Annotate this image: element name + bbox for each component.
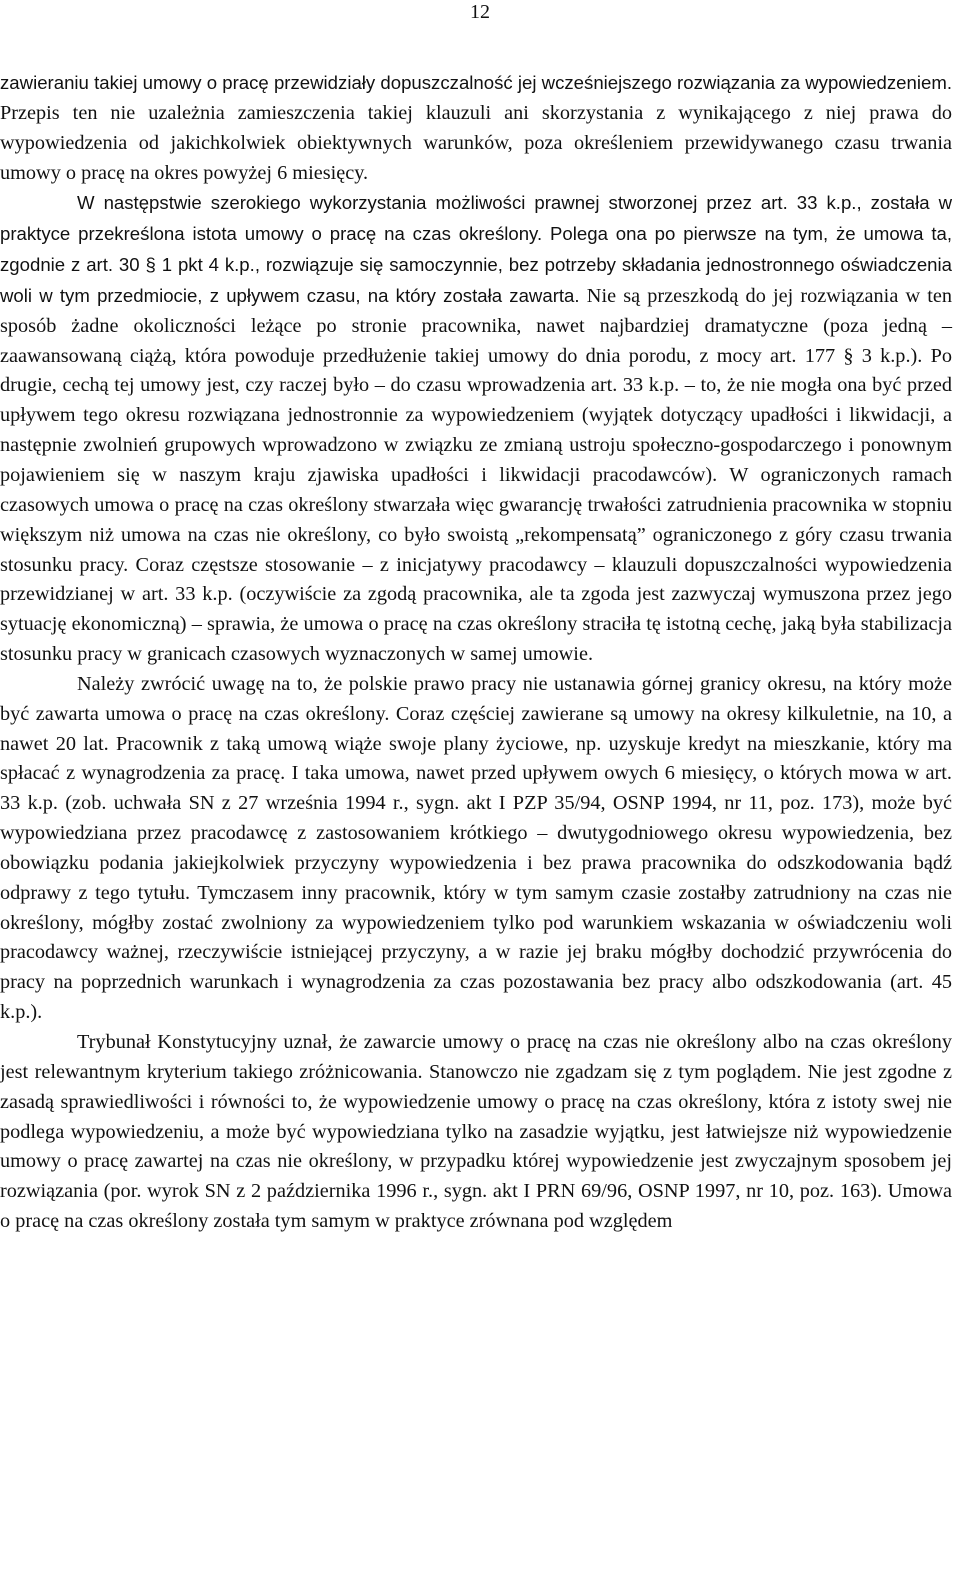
paragraph-4-sentence-4: Umowa o pracę na czas określony została tym samym w praktyce zrównana pod względem xyxy=(0,1180,952,1233)
paragraph-3-sentence-1: Należy zwrócić uwagę na to, że polskie prawo pracy nie ustanawia górnej granicy okresu, na który może być zawarta umowa o pracę na czas określony. xyxy=(0,672,952,725)
paragraph-4 xyxy=(0,1028,952,1237)
paragraph-3-sentence-5: Tymczasem inny pracownik, który w tym samym czasie zostałby zatrudniony na czas nie określony, mógłby zostać zwolniony za wypowiedzeniem tylko pod warunkiem wskazania w oświadczeniu woli pracodawcy ważnej, rzeczywiście istniejącej przyczyny, a w razie jej braku mógłby dochodzić przywrócenia do pracy na poprzednich warunkach i wynagrodzenia za czas pozostawania bez pracy albo odszkodowania (art. 45 k.p.). xyxy=(0,881,952,1024)
page-number: 12 xyxy=(470,1,490,23)
paragraph-3-sentence-2: Coraz częściej zawierane są umowy na okresy kilkuletnie, na 10, a nawet 20 lat. xyxy=(0,702,952,755)
paragraph-2-sentence-6: Coraz częstsze stosowanie – z inicjatywy pracodawcy – klauzuli dopuszczalności wypowiedzenia przewidzianej w art. 33 k.p. (oczywiście za zgodą pracownika, ale ta zgoda jest zazwyczaj wymuszona przez jego sytuację ekonomiczną) – sprawia, że umowa o pracę na czas określony straciła tę istotną cechę, jaką była stabilizacja stosunku pracy w granicach czasowych wyznaczonych w samej umowie. xyxy=(0,553,953,666)
paragraph-3-sentence-3: Pracownik z taką umową wiąże swoje plany życiowe, np. uzyskuje kredyt na mieszkanie, który ma spłacać z wynagrodzenia za pracę. xyxy=(0,732,953,785)
paragraph-2 xyxy=(0,188,952,670)
paragraph-3-sentence-4: I taka umowa, nawet przed upływem owych 6 miesięcy, o których mowa w art. 33 k.p. (zob. uchwała SN z 27 września 1994 r., sygn. akt I PZP 35/94, OSNP 1994, nr 11, poz. 173), może być wypowiedziana przez pracodawcę z zastosowaniem krótkiego – dwutygodniowego okresu wypowiedzenia, bez obowiązku podania jakiejkolwiek przyczyny wypowiedzenia i bez prawa pracownika do odszkodowania bądź odprawy z tego tytułu. xyxy=(0,762,952,904)
paragraph-3 xyxy=(0,670,952,1028)
paragraph-4-sentence-1: Trybunał Konstytucyjny uznał, że zawarcie umowy o pracę na czas nie określony albo na czas określony jest relewantnym kryterium takiego zróżnicowania. xyxy=(0,1031,952,1083)
paragraph-2-sentence-3: Nie są przeszkodą do jej rozwiązania w ten sposób żadne okoliczności leżące po stronie pracownika, nawet najbardziej dramatyczne (poza jedną – zaawansowaną ciążą, która powoduje przedłużenie takiej umowy do dnia porodu, z mocy art. 177 § 3 k.p.). xyxy=(0,284,952,367)
paragraph-2-sentence-5: W ograniczonych ramach czasowych umowa o pracę na czas określony stwarzała więc gwarancję trwałości zatrudnienia pracownika w stopniu większym niż umowa na czas nie określony, co było swoistą „rekompensatą” ograniczonego z góry czasu trwania stosunku pracy. xyxy=(0,463,952,576)
paragraph-2-sentence-4: Po drugie, cechą tej umowy jest, czy raczej było – do czasu wprowadzenia art. 33 k.p. – to, że nie mogła ona być przed upływem tego okresu rozwiązana jednostronnie za wypowiedzeniem (wyjątek dotyczący upadłości i likwidacji, a następnie zwolnień grupowych wprowadzono w związku ze zmianą ustroju społeczno-gospodarczego i ponownym pojawieniem się w naszym kraju zjawiska upadłości i likwidacji pracodawców). xyxy=(0,344,952,486)
paragraph-2-sentence-1: W następstwie szerokiego wykorzystania możliwości prawnej stworzonej przez art. 33 k.p., została w praktyce przekreślona istota umowy o pracę na czas określony. xyxy=(0,192,952,245)
paragraph-4-sentence-2: Stanowczo nie zgadzam się z tym poglądem. xyxy=(429,1060,808,1083)
paragraph-4-sentence-3: Nie jest zgodne z zasadą sprawiedliwości i równości to, że wypowiedzenie umowy o pracę na czas określony, która z istoty swej nie podlega wypowiedzeniu, a może być wypowiedziana tylko na zasadzie wyjątku, jest łatwiejsze niż wypowiedzenie umowy o pracę zawartej na czas nie określony, w przypadku której wypowiedzenie jest zwyczajnym sposobem jej rozwiązania (por. wyrok SN z 2 października 1996 r., sygn. akt I PRN 69/96, OSNP 1997, nr 10, poz. 163). xyxy=(0,1060,953,1203)
paragraph-1-sentence-1: zawieraniu takiej umowy o pracę przewidziały dopuszczalność jej wcześniejszego rozwiązania za wypowiedzeniem. xyxy=(0,72,952,93)
paragraph-1 xyxy=(0,68,952,188)
document-body xyxy=(0,68,952,1237)
paragraph-1-sentence-2: Przepis ten nie uzależnia zamieszczenia takiej klauzuli ani skorzystania z wynikającego z niej prawa do wypowiedzenia od jakichkolwiek obiektywnych warunków, poza określeniem przewidywanego czasu trwania umowy o pracę na okres powyżej 6 miesięcy. xyxy=(0,101,952,184)
paragraph-2-sentence-2: Polega ona po pierwsze na tym, że umowa ta, zgodnie z art. 30 § 1 pkt 4 k.p., rozwiązuje się samoczynnie, bez potrzeby składania jednostronnego oświadczenia woli w tym przedmiocie, z upływem czasu, na który została zawarta. xyxy=(0,223,952,306)
